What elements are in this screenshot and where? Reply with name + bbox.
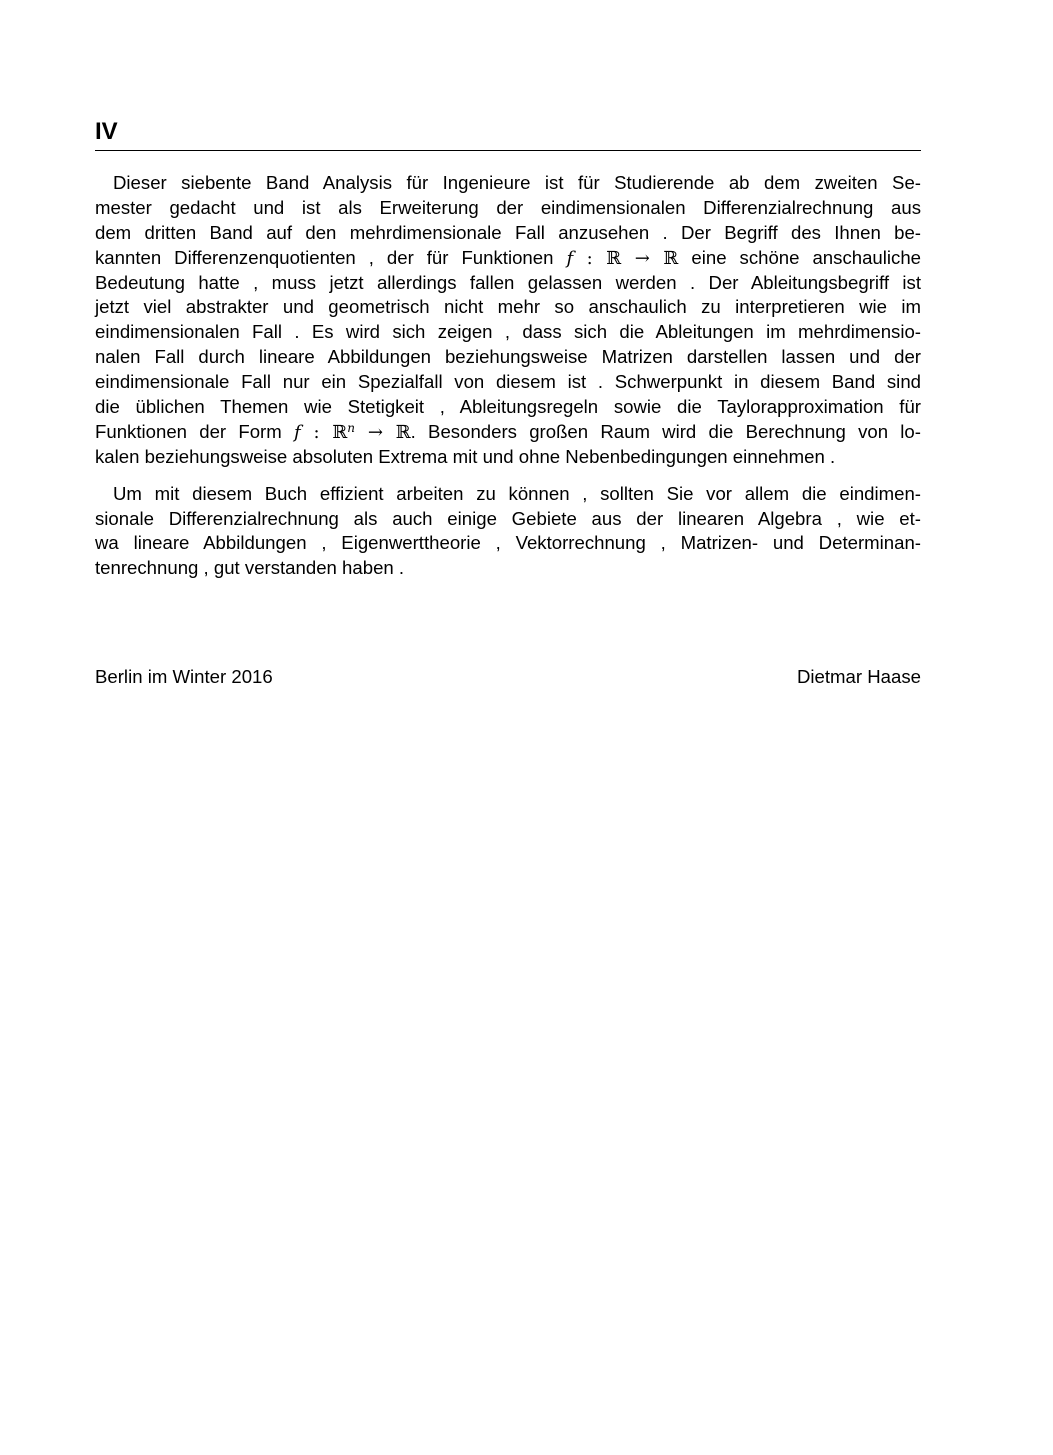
text-line: Bedeutung hatte , muss jetzt allerdings fallen gelassen werden . Der Ableitungsbegriff ist (95, 271, 921, 293)
formula-exponent-n: n (347, 420, 356, 435)
text-line: die üblichen Themen wie Stetigkeit , Ableitungsregeln sowie die Taylorapproximation für (95, 396, 921, 418)
text-line: kalen beziehungsweise absoluten Extrema mit und ohne Nebenbedingungen einnehmen . (95, 445, 836, 467)
text-line: wa lineare Abbildungen , Eigenwerttheorie , Vektorrechnung , Matrizen- und Determinan- (95, 532, 921, 554)
text-fragment: . Besonders großen Raum wird die Berechnung von lo- (410, 420, 921, 442)
formula-function-r-to-r (566, 248, 678, 269)
text-line: jetzt viel abstrakter und geometrisch nicht mehr so anschaulich zu interpretieren wie im (95, 296, 921, 318)
place-and-date: Berlin im Winter 2016 (95, 666, 273, 687)
text-line: nalen Fall durch lineare Abbildungen beziehungsweise Matrizen darstellen lassen und der (95, 346, 921, 368)
text-line-with-formula (95, 420, 921, 445)
text-fragment: Funktionen der Form (95, 420, 282, 442)
formula-variable-f: f (566, 247, 574, 269)
text-line: eindimensionale Fall nur ein Spezialfall von diesem ist . Schwerpunkt in diesem Band sind (95, 371, 921, 393)
page-number: IV (95, 118, 118, 145)
formula-codomain: → ℝ (367, 421, 411, 443)
preface-signature (95, 665, 921, 691)
text-line: sionale Differenzialrechnung als auch einige Gebiete aus der linearen Algebra , wie et- (95, 507, 921, 529)
formula-mapping: : ℝ → ℝ (586, 247, 679, 269)
text-line: tenrechnung , gut verstanden haben . (95, 557, 405, 579)
text-line: Dieser siebente Band Analysis für Ingenieure ist für Studierende ab dem zweiten Se- (113, 172, 921, 193)
text-fragment: eine schöne anschauliche (691, 246, 922, 268)
text-line: eindimensionalen Fall . Es wird sich zeigen , dass sich die Ableitungen im mehrdimensio- (95, 321, 921, 343)
text-line: mester gedacht und ist als Erweiterung der eindimensionalen Differenzialrechnung aus (95, 196, 921, 218)
formula-function-rn-to-r (294, 422, 411, 443)
text-line: dem dritten Band auf den mehrdimensionale Fall anzusehen . Der Begriff des Ihnen be- (95, 221, 921, 243)
formula-domain: : ℝ (313, 421, 348, 443)
page-header (95, 116, 921, 151)
preface-body (95, 171, 921, 593)
text-line: Um mit diesem Buch effizient arbeiten zu können , sollten Sie vor allem die eindimen- (113, 482, 921, 504)
preface-paragraph-1 (95, 171, 921, 470)
text-line-with-formula (95, 246, 921, 271)
text-fragment: kannten Differenzenquotienten , der für Funktionen (95, 246, 554, 268)
preface-paragraph-2 (95, 482, 921, 582)
author-name: Dietmar Haase (796, 666, 921, 687)
formula-variable-f: f (293, 421, 301, 443)
